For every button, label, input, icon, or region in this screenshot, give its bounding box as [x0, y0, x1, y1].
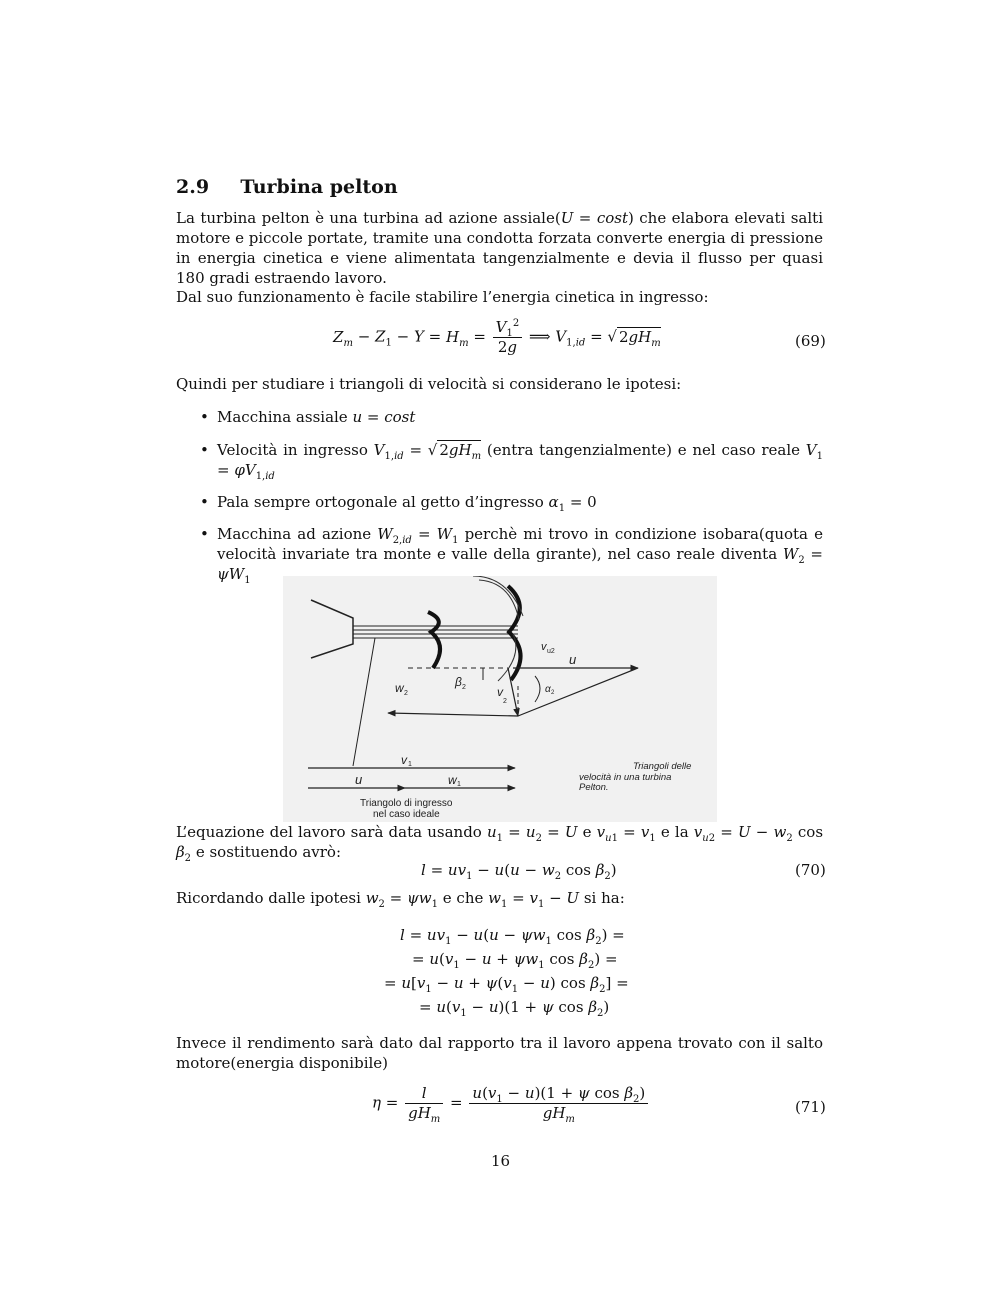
equation-69-number: (69) [795, 332, 826, 350]
intro-text-a: La turbina pelton è una turbina ad azione assiale( [176, 209, 561, 227]
bullet-marker: • [200, 525, 209, 543]
leader-line [353, 638, 375, 766]
hypotheses-intro: Quindi per studiare i triangoli di velocità si considerano le ipotesi: [176, 375, 682, 393]
equation-70-number: (70) [795, 861, 826, 879]
w2-arrow [388, 713, 518, 716]
label-w1-sub: 1 [457, 781, 461, 788]
pelton-velocity-triangles-figure [283, 576, 717, 822]
equation-69: $Z_m - Z_1 - Y = H_m$ = $\frac{V_1^2}{2g}$ ⟹ $V_{1,id}$ = √ $2gH_m$ [333, 318, 661, 356]
caption-left-1: Triangolo di ingresso [360, 798, 453, 809]
label-vu2-sub: u2 [547, 648, 555, 655]
derivation-line-2: = $u(v_1 - u + \psi w_1$ $\cos \beta_2$) = [412, 950, 618, 971]
intro-paragraph-2: Dal suo funzionamento è facile stabilire l’energia cinetica in ingresso: [176, 288, 709, 306]
label-beta2: β [455, 675, 462, 689]
alpha2-arc [535, 676, 540, 702]
label-u-top: u [569, 652, 577, 667]
list-item: Macchina ad azione $W_{2,id} = W_1$ perchè mi trovo in condizione isobara(quota e velocità invariate tra monte e valle della girante), nel caso reale diventa $W_2 = \psi W_1$ [217, 525, 824, 586]
label-alpha2-sub: 2 [551, 690, 555, 696]
label-vu2: v [541, 641, 547, 653]
label-w1: w [448, 773, 457, 787]
label-beta2-sub: 2 [462, 684, 466, 691]
figure-drawing [283, 576, 717, 822]
list-item: Macchina assiale u = cost [217, 408, 416, 426]
derivation-line-4: = $u(v_1 - u)(1 + \psi$ $\cos \beta_2$) [419, 998, 610, 1019]
section-heading [176, 176, 398, 198]
derivation-line-1: $l = uv_1 - u(u - \psi w_1$ $\cos \beta_2$) = [400, 926, 625, 947]
work-paragraph: L’equazione del lavoro sarà data usando $u_1 = u_2 = U$ e $v_{u1} = v_1$ e la $v_{u2} = U - w_2$ $\cos \beta_2$ e sostituendo avrò: [176, 823, 824, 864]
equation-71-number: (71) [795, 1098, 826, 1116]
caption-right-2: velocità in una turbina [579, 772, 672, 783]
section-number: 2.9 [176, 176, 210, 198]
section-title: Turbina pelton [240, 176, 398, 198]
intro-text-b: ) che elabora elevati salti motore e piccole portate, tramite una condotta forzata converte energia di pressione in energia cinetica e viene alimentata tangenzialmente e devia il flusso per quasi 180 gradi estraendo lavoro. [176, 209, 823, 287]
label-v1-sub: 1 [408, 761, 412, 768]
label-v1: v [401, 753, 407, 767]
bullet-marker: • [200, 408, 209, 426]
caption-left-2: nel caso ideale [373, 809, 440, 820]
equation-70: $l = uv_1 - u(u - w_2$ $\cos \beta_2$) [421, 861, 617, 882]
derivation-line-3: = $u[v_1 - u + \psi(v_1 - u)$ $\cos \beta_2$] = [384, 974, 629, 995]
bullet-marker: • [200, 441, 209, 459]
caption-right-1: Triangoli delle [633, 761, 692, 772]
equation-71: η = $\frac{l}{gH_m}$ = $\frac{u(v_1 - u)(1 + \psi \cos \beta_2)}{gH_m}$ [372, 1084, 650, 1123]
bullet-marker: • [200, 493, 209, 511]
label-w2-sub: 2 [404, 690, 408, 697]
label-alpha2: α [545, 684, 551, 695]
bucket-shapes [428, 586, 521, 680]
caption-right-3: Pelton. [579, 782, 609, 793]
efficiency-paragraph: Invece il rendimento sarà dato dal rapporto tra il lavoro appena trovato con il salto motore(energia disponibile) [176, 1034, 823, 1072]
intro-paragraph [176, 208, 823, 288]
label-u-bottom: u [355, 772, 363, 787]
list-item: Pala sempre ortogonale al getto d’ingresso $\alpha_1 = 0$ [217, 493, 597, 514]
page-number: 16 [491, 1152, 511, 1170]
label-v2: v [497, 685, 503, 699]
triangle-side [518, 668, 638, 716]
nozzle-outline [311, 600, 353, 658]
intro-math: U = cost [560, 209, 628, 227]
label-w2: w [395, 681, 404, 695]
recall-paragraph: Ricordando dalle ipotesi $w_2 = \psi w_1$ e che $w_1 = v_1 - U$ si ha: [176, 889, 625, 910]
label-v2-sub: 2 [503, 698, 507, 705]
list-item: Velocità in ingresso $V_{1,id}$ = √ $2gH_m$ (entra tangenzialmente) e nel caso reale $V_1 = \varphi V_{1,id}$ [217, 441, 823, 482]
